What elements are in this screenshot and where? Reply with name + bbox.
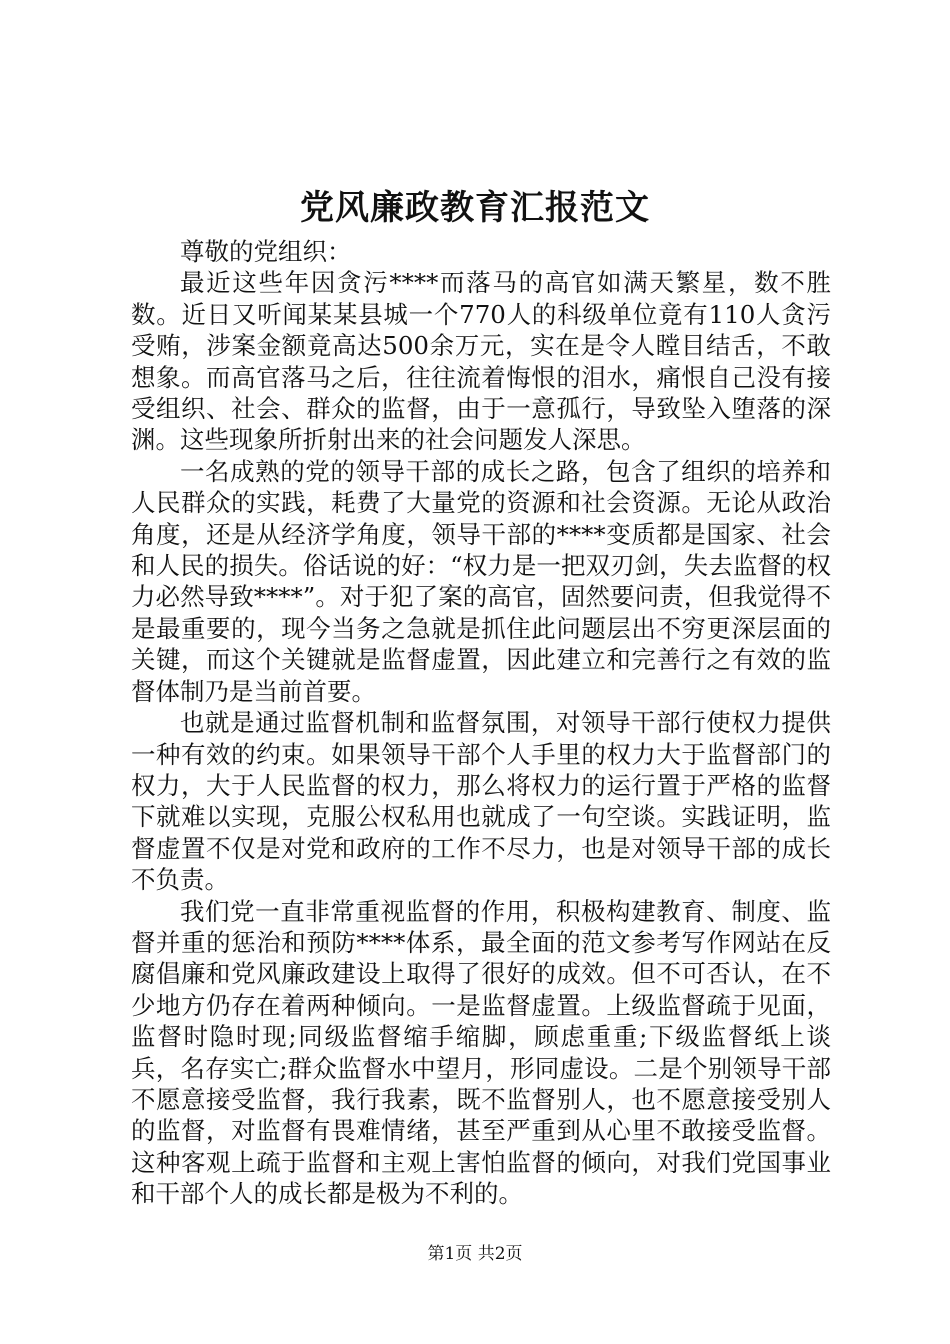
salutation: 尊敬的党组织： xyxy=(180,237,352,266)
page-number-footer: 第1页 共2页 xyxy=(427,1244,523,1264)
paragraph-3: 也就是通过监督机制和监督氛围，对领导干部行使权力提供一种有效的约束。如果领导干部个人手里的权力大于监督部门的权力，大于人民监督的权力，那么将权力的运行置于严格的监督下就难以实现，克服公权私用也就成了一句空谈。实践证明，监督虚置不仅是对党和政府的工作不尽力，也是对领导干部的成长不负责。 xyxy=(131,708,831,895)
paragraph-2: 一名成熟的党的领导干部的成长之路，包含了组织的培养和人民群众的实践，耗费了大量党的资源和社会资源。无论从政治角度，还是从经济学角度，领导干部的****变质都是国家、社会和人民的损失。俗话说的好：“权力是一把双刃剑，失去监督的权力必然导致****”。对于犯了案的高官，固然要问责，但我觉得不是最重要的，现今当务之急就是抓住此问题层出不穷更深层面的关键，而这个关键就是监督虚置，因此建立和完善行之有效的监督体制乃是当前首要。 xyxy=(131,456,831,706)
paragraph-1: 最近这些年因贪污****而落马的高官如满天繁星，数不胜数。近日又听闻某某县城一个770人的科级单位竟有110人贪污受贿，涉案金额竟高达500余万元，实在是令人瞠目结舌，不敢想象。而高官落马之后，往往流着悔恨的泪水，痛恨自己没有接受组织、社会、群众的监督，由于一意孤行，导致坠入堕落的深渊。这些现象所折射出来的社会问题发人深思。 xyxy=(131,268,831,455)
paragraph-4: 我们党一直非常重视监督的作用，积极构建教育、制度、监督并重的惩治和预防****体系，最全面的范文参考写作网站在反腐倡廉和党风廉政建设上取得了很好的成效。但不可否认，在不少地方仍存在着两种倾向。一是监督虚置。上级监督疏于见面，监督时隐时现;同级监督缩手缩脚，顾虑重重;下级监督纸上谈兵，名存实亡;群众监督水中望月，形同虚设。二是个别领导干部不愿意接受监督，我行我素，既不监督别人，也不愿意接受别人的监督，对监督有畏难情绪，甚至严重到从心里不敢接受监督。这种客观上疏于监督和主观上害怕监督的倾向，对我们党国事业和干部个人的成长都是极为不利的。 xyxy=(131,896,831,1209)
document-title: 党风廉政教育汇报范文 xyxy=(300,188,650,228)
document-body xyxy=(131,236,831,1210)
